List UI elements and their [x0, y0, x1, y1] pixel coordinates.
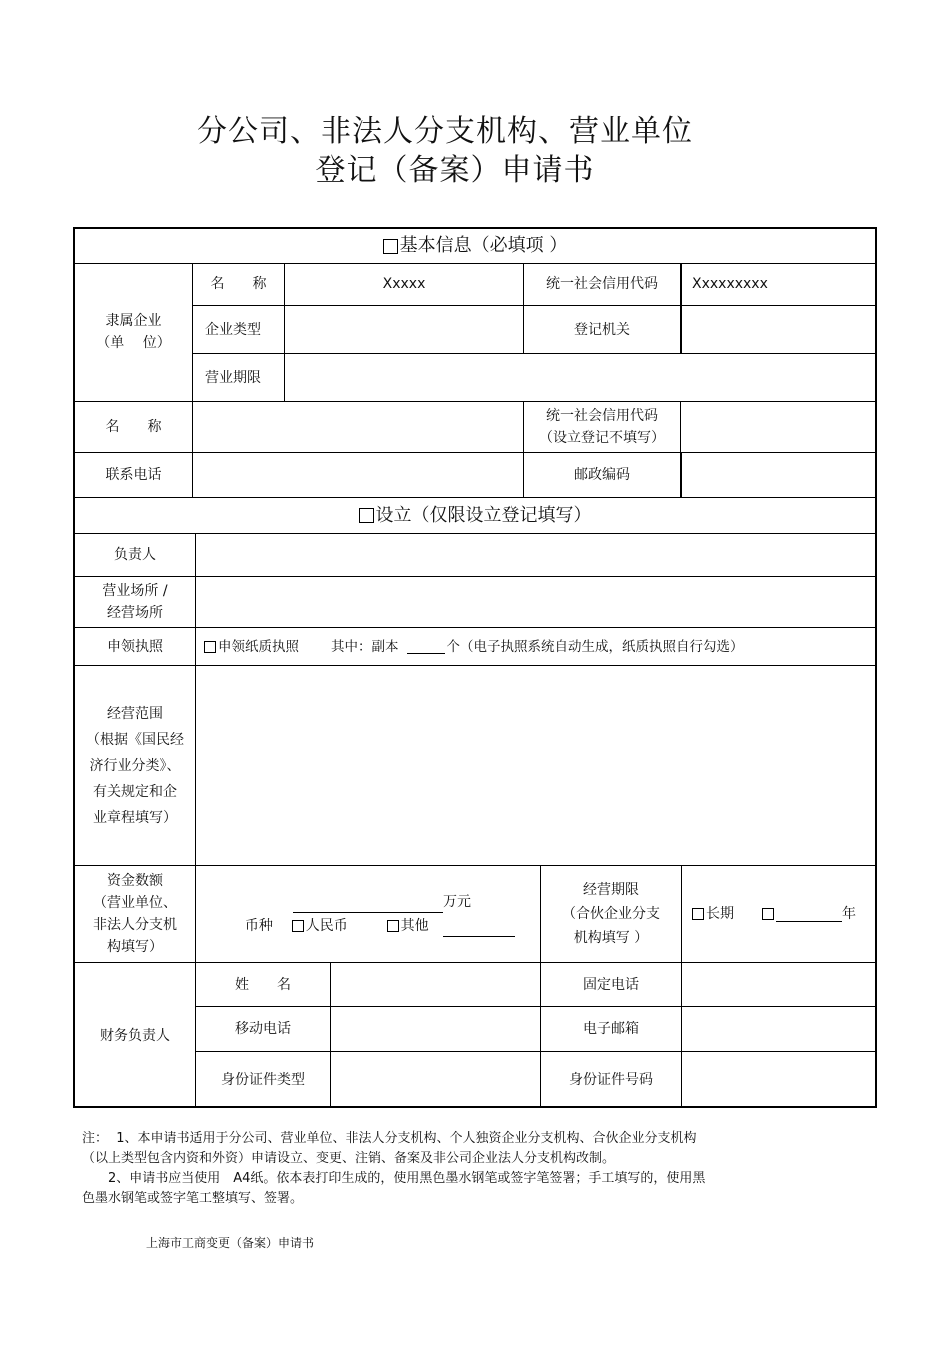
enterprise-type-label: 企业类型: [205, 321, 261, 338]
license-row: [196, 628, 875, 665]
page-footer: 上海市工商变更（备案）申请书: [146, 1236, 315, 1250]
contact-phone-label: 联系电话: [105, 467, 162, 483]
capital-unit: 万元: [443, 894, 471, 910]
form-title-line1: 分公司、非法人分支机构、营业单位: [197, 114, 693, 149]
operation-period-label: 经营期限 （合伙企业分支 机构填写 ）: [562, 882, 660, 946]
email-label: 电子邮箱: [583, 1021, 639, 1037]
years-checkbox[interactable]: [762, 908, 774, 920]
branch-name-field[interactable]: [193, 402, 523, 452]
notes: [82, 1129, 802, 1209]
parent-credit-code-value[interactable]: Xxxxxxxxx: [692, 276, 768, 292]
finance-name-label: 姓 名: [235, 976, 291, 993]
application-form: [73, 227, 877, 1108]
fixed-phone-label: 固定电话: [583, 976, 639, 993]
business-scope-field[interactable]: [196, 666, 875, 865]
setup-heading: 设立（仅限设立登记填写）: [75, 498, 875, 533]
registration-authority-field[interactable]: [682, 306, 875, 353]
person-in-charge-label: 负责人: [114, 547, 156, 563]
other-currency-option: 其他: [400, 918, 429, 934]
finance-officer-label: 财务负责人: [100, 1027, 170, 1044]
business-place-label: 营业场所 / 经营场所: [102, 583, 168, 621]
years-unit: 年: [842, 906, 856, 922]
id-number-field[interactable]: [682, 1052, 875, 1108]
business-term-field[interactable]: [285, 354, 875, 401]
mobile-phone-label: 移动电话: [235, 1021, 291, 1037]
parent-name-label: 名 称: [210, 276, 267, 292]
other-currency-field[interactable]: [443, 922, 515, 937]
currency-label: 币种: [244, 918, 273, 934]
long-term-option: 长期: [706, 906, 734, 922]
basic-info-checkbox[interactable]: [383, 239, 398, 254]
id-number-label: 身份证件号码: [569, 1072, 653, 1088]
contact-phone-field[interactable]: [193, 453, 523, 497]
paper-license-checkbox[interactable]: [204, 641, 216, 653]
fixed-phone-field[interactable]: [682, 963, 875, 1006]
parent-credit-code-label: 统一社会信用代码: [546, 276, 658, 292]
years-field[interactable]: [776, 907, 842, 922]
person-in-charge-field[interactable]: [196, 534, 875, 576]
finance-name-field[interactable]: [331, 963, 540, 1006]
capital-label: 资金数额 （营业单位、 非法人分支机 构填写）: [93, 873, 177, 955]
id-type-label: 身份证件类型: [221, 1072, 305, 1088]
rmb-option: 人民币: [305, 918, 348, 934]
branch-credit-code-field[interactable]: [681, 402, 875, 452]
setup-checkbox[interactable]: [359, 508, 374, 523]
paper-license-option: 申领纸质执照: [218, 638, 299, 655]
other-currency-checkbox[interactable]: [387, 920, 399, 932]
capital-amount-field[interactable]: [293, 898, 443, 913]
postal-code-label: 邮政编码: [574, 467, 630, 483]
id-type-field[interactable]: [331, 1052, 540, 1108]
copy-count-field[interactable]: [407, 639, 445, 654]
license-label: 申领执照: [107, 638, 163, 655]
postal-code-field[interactable]: [682, 453, 875, 497]
business-scope-label: 经营范围 （根据《国民经 济行业分类》、 有关规定和企 业章程填写）: [86, 705, 184, 826]
license-note: 个（电子执照系统自动生成，纸质执照自行勾选）: [446, 638, 744, 655]
operation-period-cell: [682, 866, 875, 962]
note-line-1: 注： 1、本申请书适用于分公司、营业单位、非法人分支机构、个人独资企业分支机构、合伙企业分支机构: [82, 1131, 697, 1146]
copy-count-label: 其中：副本: [331, 638, 399, 655]
long-term-checkbox[interactable]: [692, 908, 704, 920]
form-title-line2: 登记（备案）申请书: [315, 153, 595, 188]
basic-info-heading: 基本信息（必填项 ）: [75, 229, 875, 263]
mobile-phone-field[interactable]: [331, 1007, 540, 1051]
branch-name-label: 名 称: [105, 419, 162, 435]
rmb-checkbox[interactable]: [292, 920, 304, 932]
enterprise-type-field[interactable]: [285, 306, 523, 353]
capital-cell: [196, 866, 540, 962]
branch-credit-code-label: 统一社会信用代码 （设立登记不填写）: [539, 408, 665, 446]
note-line-2: （以上类型包含内资和外资）申请设立、变更、注销、备案及非公司企业法人分支机构改制。: [82, 1151, 616, 1166]
parent-company-label: 隶属企业 （单 位）: [96, 313, 171, 351]
note-line-4: 色墨水钢笔或签字笔工整填写、签署。: [82, 1191, 304, 1206]
parent-name-value[interactable]: Xxxxx: [382, 276, 426, 292]
business-place-field[interactable]: [196, 577, 875, 627]
business-term-label: 营业期限: [205, 369, 261, 386]
email-field[interactable]: [682, 1007, 875, 1051]
note-line-3: 2、申请书应当使用 A4纸。依本表打印生成的，使用黑色墨水钢笔或签字笔签署；手工填写的，使用黑: [82, 1171, 706, 1186]
registration-authority-label: 登记机关: [574, 321, 630, 338]
